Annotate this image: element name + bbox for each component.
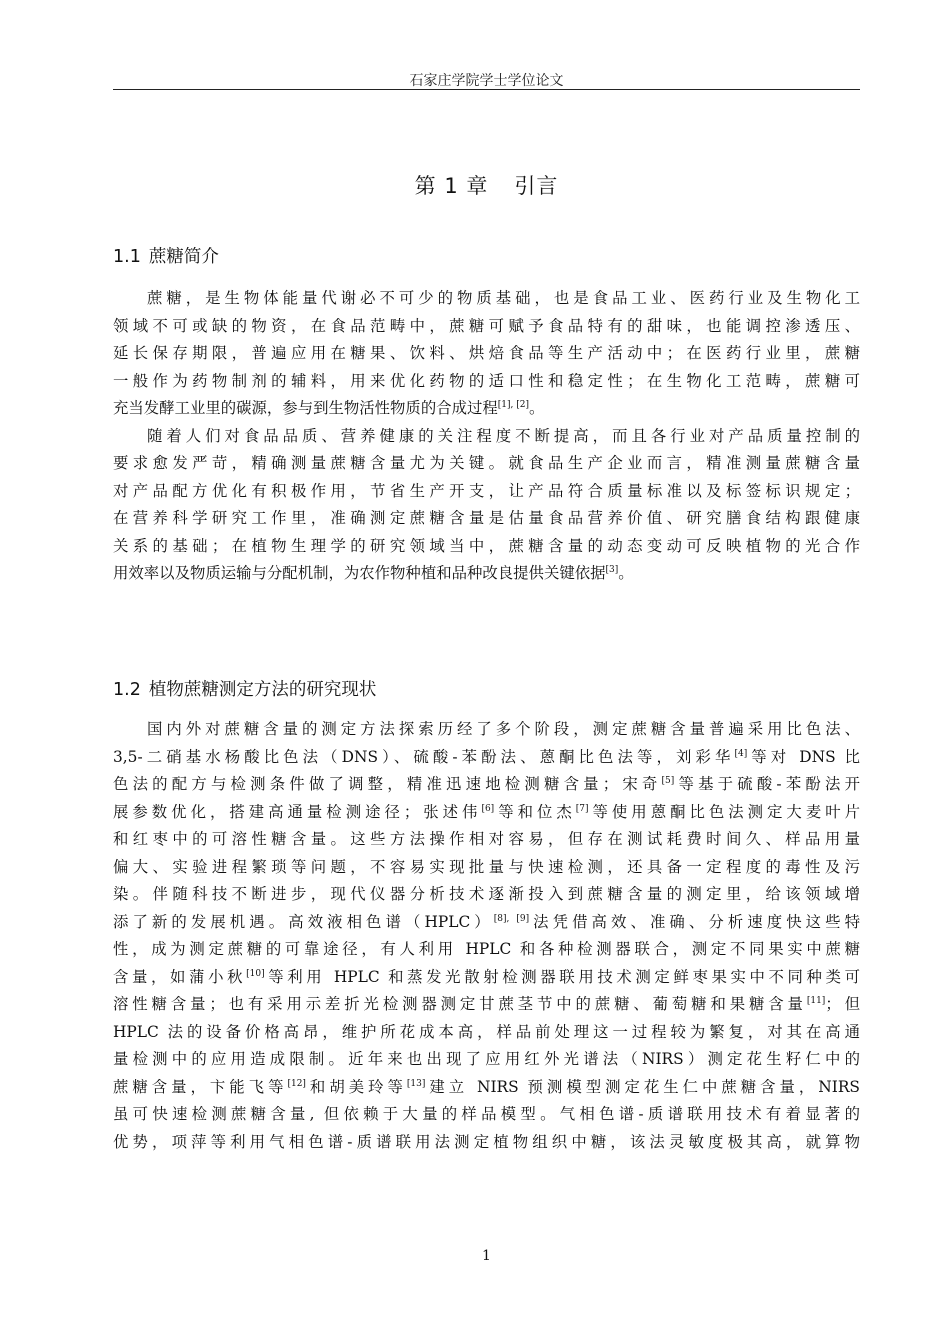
citation: [10] — [246, 968, 265, 979]
line-text: 建立 NIRS 预测模型测定花生仁中蔗糖含量，NIRS — [425, 1077, 860, 1096]
paragraph-line: 性，成为测定蔗糖的可靠途径，有人利用 HPLC 和各种检测器联合，测定不同果实中蔗糖 — [113, 940, 860, 958]
section-number: 1.2 — [113, 680, 141, 700]
paragraph-line: 在营养科学研究工作里，准确测定蔗糖含量是估量食品营养价值、研究膳食结构跟健康 — [113, 509, 860, 527]
paragraph-line — [113, 964, 860, 992]
line-text: 等使用蒽酮比色法测定大麦叶片 — [588, 802, 860, 821]
paragraph-line — [113, 744, 860, 772]
line-text: 。 — [529, 399, 545, 417]
paragraph-line: 虽可快速检测蔗糖含量, 但依赖于大量的样品模型。气相色谱-质谱联用技术有着显著的 — [113, 1105, 860, 1123]
chapter-number: 第 1 章 — [414, 174, 489, 198]
citation: [4] — [734, 748, 748, 759]
line-text: 等对 DNS 比 — [747, 747, 860, 766]
line-text: ；但 — [825, 995, 860, 1013]
section-number: 1.1 — [113, 247, 141, 267]
line-text: 色法的配方与检测条件做了调整，精准迅速地检测糖含量；宋奇 — [113, 775, 662, 793]
paragraph-line: 对产品配方优化有积极作用，节省生产开支，让产品符合质量标准以及标签标识规定； — [113, 481, 860, 500]
paragraph-line: 随着人们对食品品质、营养健康的关注程度不断提高，而且各行业对产品质量控制的 — [147, 426, 860, 445]
paragraph-line: 偏大、实验进程繁琐等问题，不容易实现批量与快速检测，还具备一定程度的毒性及污 — [113, 857, 860, 876]
paragraph-line: 一般作为药物制剂的辅料，用来优化药物的适口性和稳定性；在生物化工范畴，蔗糖可 — [113, 371, 860, 390]
section-heading-1-2 — [113, 676, 376, 701]
page-number: 1 — [482, 1248, 491, 1264]
running-header: 石家庄学院学士学位论文 — [409, 73, 564, 89]
citation: [12] — [287, 1078, 306, 1089]
paragraph-line: 关系的基础；在植物生理学的研究领域当中，蔗糖含量的动态变动可反映植物的光合作 — [113, 536, 860, 555]
paragraph-line — [113, 799, 860, 827]
citation: [13] — [406, 1078, 426, 1089]
paragraph-line — [113, 991, 860, 1019]
paragraph-line: 染。伴随科技不断进步，现代仪器分析技术逐渐投入到蔗糖含量的测定里，给该领域增 — [113, 885, 860, 903]
line-text: 充当发酵工业里的碳源，参与到生物活性物质的合成过程 — [113, 399, 498, 417]
paragraph-line: 和红枣中的可溶性糖含量。这些方法操作相对容易，但存在测试耗费时间久、样品用量 — [113, 830, 860, 848]
paragraph-line — [113, 771, 860, 799]
chapter-name: 引言 — [514, 174, 559, 198]
line-text: 等和位杰 — [494, 802, 576, 821]
line-text: 法凭借高效、准确、分析速度快这些特 — [529, 912, 860, 931]
paragraph-line: 领域不可或缺的物资，在食品范畴中，蔗糖可赋予食品特有的甜味，也能调控渗透压、 — [113, 316, 860, 335]
citation: [11] — [806, 996, 826, 1006]
paragraph-line — [113, 560, 860, 588]
line-text: 等利用 HPLC 和蒸发光散射检测器联用技术测定鲜枣果实中不同种类可 — [264, 967, 860, 986]
paragraph-line: 量检测中的应用造成限制。近年来也出现了应用红外光谱法（NIRS）测定花生籽仁中的 — [113, 1050, 860, 1068]
paragraph-line: 蔗糖，是生物体能量代谢必不可少的物质基础，也是食品工业、医药行业及生物化工 — [147, 289, 860, 307]
paragraph-line: 要求愈发严苛，精确测量蔗糖含量尤为关键。就食品生产企业而言，精准测量蔗糖含量 — [113, 454, 860, 472]
citation: [1], [2] — [497, 400, 529, 410]
section-title: 蔗糖简介 — [148, 247, 219, 267]
paragraph-line — [113, 909, 860, 937]
paragraph-line: HPLC 法的设备价格高昂，维护所花成本高，样品前处理这一过程较为繁复，对其在高通 — [113, 1022, 860, 1041]
paragraph-line — [113, 1074, 860, 1102]
line-text: 和胡美玲等 — [305, 1077, 407, 1096]
citation: [3] — [605, 565, 619, 575]
line-text: 展参数优化，搭建高通量检测途径；张述伟 — [113, 802, 482, 821]
section-1-2-body — [113, 716, 860, 1156]
line-text: 等基于硫酸-苯酚法开 — [674, 775, 860, 793]
line-text: 添了新的发展机遇。高效液相色谱（HPLC） — [113, 912, 494, 931]
paragraph-line: 国内外对蔗糖含量的测定方法探索历经了多个阶段，测定蔗糖含量普遍采用比色法、 — [147, 720, 860, 738]
header-rule — [113, 89, 860, 90]
citation: [5] — [661, 776, 675, 786]
citation: [6] — [481, 803, 495, 814]
paragraph-line: 延长保存期限，普遍应用在糖果、饮料、烘焙食品等生产活动中；在医药行业里，蔗糖 — [113, 344, 860, 362]
section-heading-1-1 — [113, 243, 219, 268]
section-1-1-body — [113, 285, 860, 588]
line-text: 含量，如蒲小秋 — [113, 967, 247, 986]
citation: [8], [9] — [493, 913, 530, 924]
section-title: 植物蔗糖测定方法的研究现状 — [148, 680, 377, 700]
line-text: 溶性糖含量；也有采用示差折光检测器测定甘蔗茎节中的蔗糖、葡萄糖和果糖含量 — [113, 995, 807, 1013]
paragraph-line — [113, 395, 860, 423]
line-text: 用效率以及物质运输与分配机制，为农作物种植和品种改良提供关键依据 — [113, 564, 606, 582]
line-text: 3,5-二硝基水杨酸比色法（DNS）、硫酸-苯酚法、蒽酮比色法等，刘彩华 — [113, 747, 735, 766]
chapter-title — [113, 170, 860, 200]
citation: [7] — [575, 803, 589, 814]
line-text: 。 — [618, 564, 634, 582]
line-text: 蔗糖含量，卞能飞等 — [113, 1077, 288, 1096]
paragraph-line: 优势，项萍等利用气相色谱-质谱联用法测定植物组织中糖，该法灵敏度极其高，就算物 — [113, 1132, 860, 1151]
